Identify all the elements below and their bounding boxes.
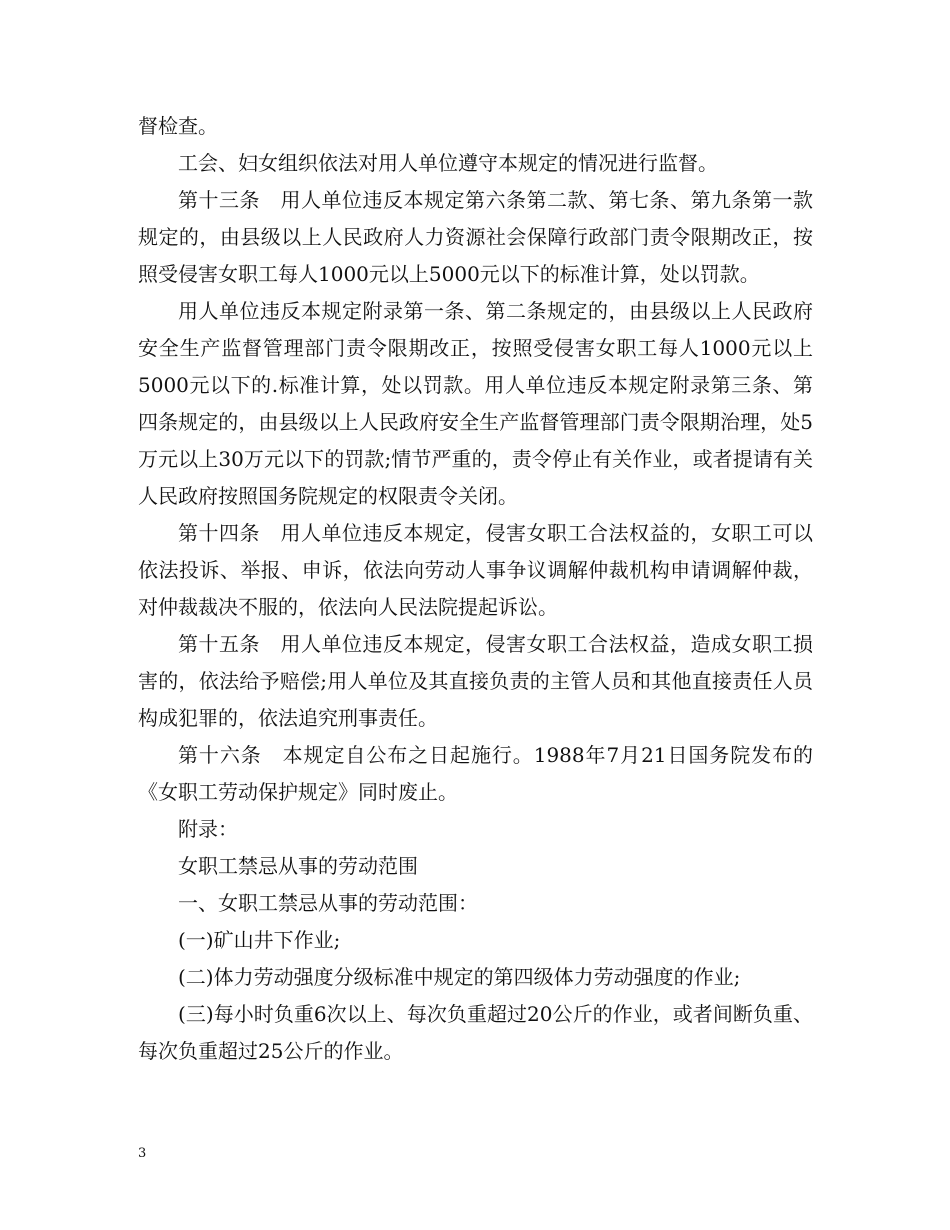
paragraph-9: 女职工禁忌从事的劳动范围	[178, 854, 418, 878]
paragraph-11: (一)矿山井下作业;	[178, 928, 341, 952]
paragraph-7: 第十六条 本规定自公布之日起施行。1988年7月21日国务院发布的《女职工劳动保护规定》同时废止。	[138, 743, 813, 804]
document-body	[138, 108, 813, 1070]
paragraph-8: 附录：	[178, 817, 238, 841]
paragraph-4: 用人单位违反本规定附录第一条、第二条规定的，由县级以上人民政府安全生产监督管理部门责令限期改正，按照受侵害女职工每人1000元以上5000元以下的.标准计算，处以罚款。用人单位违反本规定附录第三条、第四条规定的，由县级以上人民政府安全生产监督管理部门责令限期治理，处5万元以上30万元以下的罚款;情节严重的，责令停止有关作业，或者提请有关人民政府按照国务院规定的权限责令关闭。	[138, 299, 813, 508]
paragraph-12: (二)体力劳动强度分级标准中规定的第四级体力劳动强度的作业;	[178, 965, 741, 989]
paragraph-1: 督检查。	[138, 114, 218, 138]
paragraph-2: 工会、妇女组织依法对用人单位遵守本规定的情况进行监督。	[178, 151, 718, 175]
paragraph-10: 一、女职工禁忌从事的劳动范围：	[178, 891, 478, 915]
page-number: 3	[138, 1146, 147, 1161]
paragraph-6: 第十五条 用人单位违反本规定，侵害女职工合法权益，造成女职工损害的，依法给予赔偿;用人单位及其直接负责的主管人员和其他直接责任人员构成犯罪的，依法追究刑事责任。	[138, 632, 813, 730]
paragraph-5: 第十四条 用人单位违反本规定，侵害女职工合法权益的，女职工可以依法投诉、举报、申诉，依法向劳动人事争议调解仲裁机构申请调解仲裁，对仲裁裁决不服的，依法向人民法院提起诉讼。	[138, 521, 813, 619]
paragraph-3: 第十三条 用人单位违反本规定第六条第二款、第七条、第九条第一款规定的，由县级以上人民政府人力资源社会保障行政部门责令限期改正，按照受侵害女职工每人1000元以上5000元以下的标准计算，处以罚款。	[138, 188, 813, 286]
paragraph-13: (三)每小时负重6次以上、每次负重超过20公斤的作业，或者间断负重、每次负重超过25公斤的作业。	[138, 1002, 813, 1063]
